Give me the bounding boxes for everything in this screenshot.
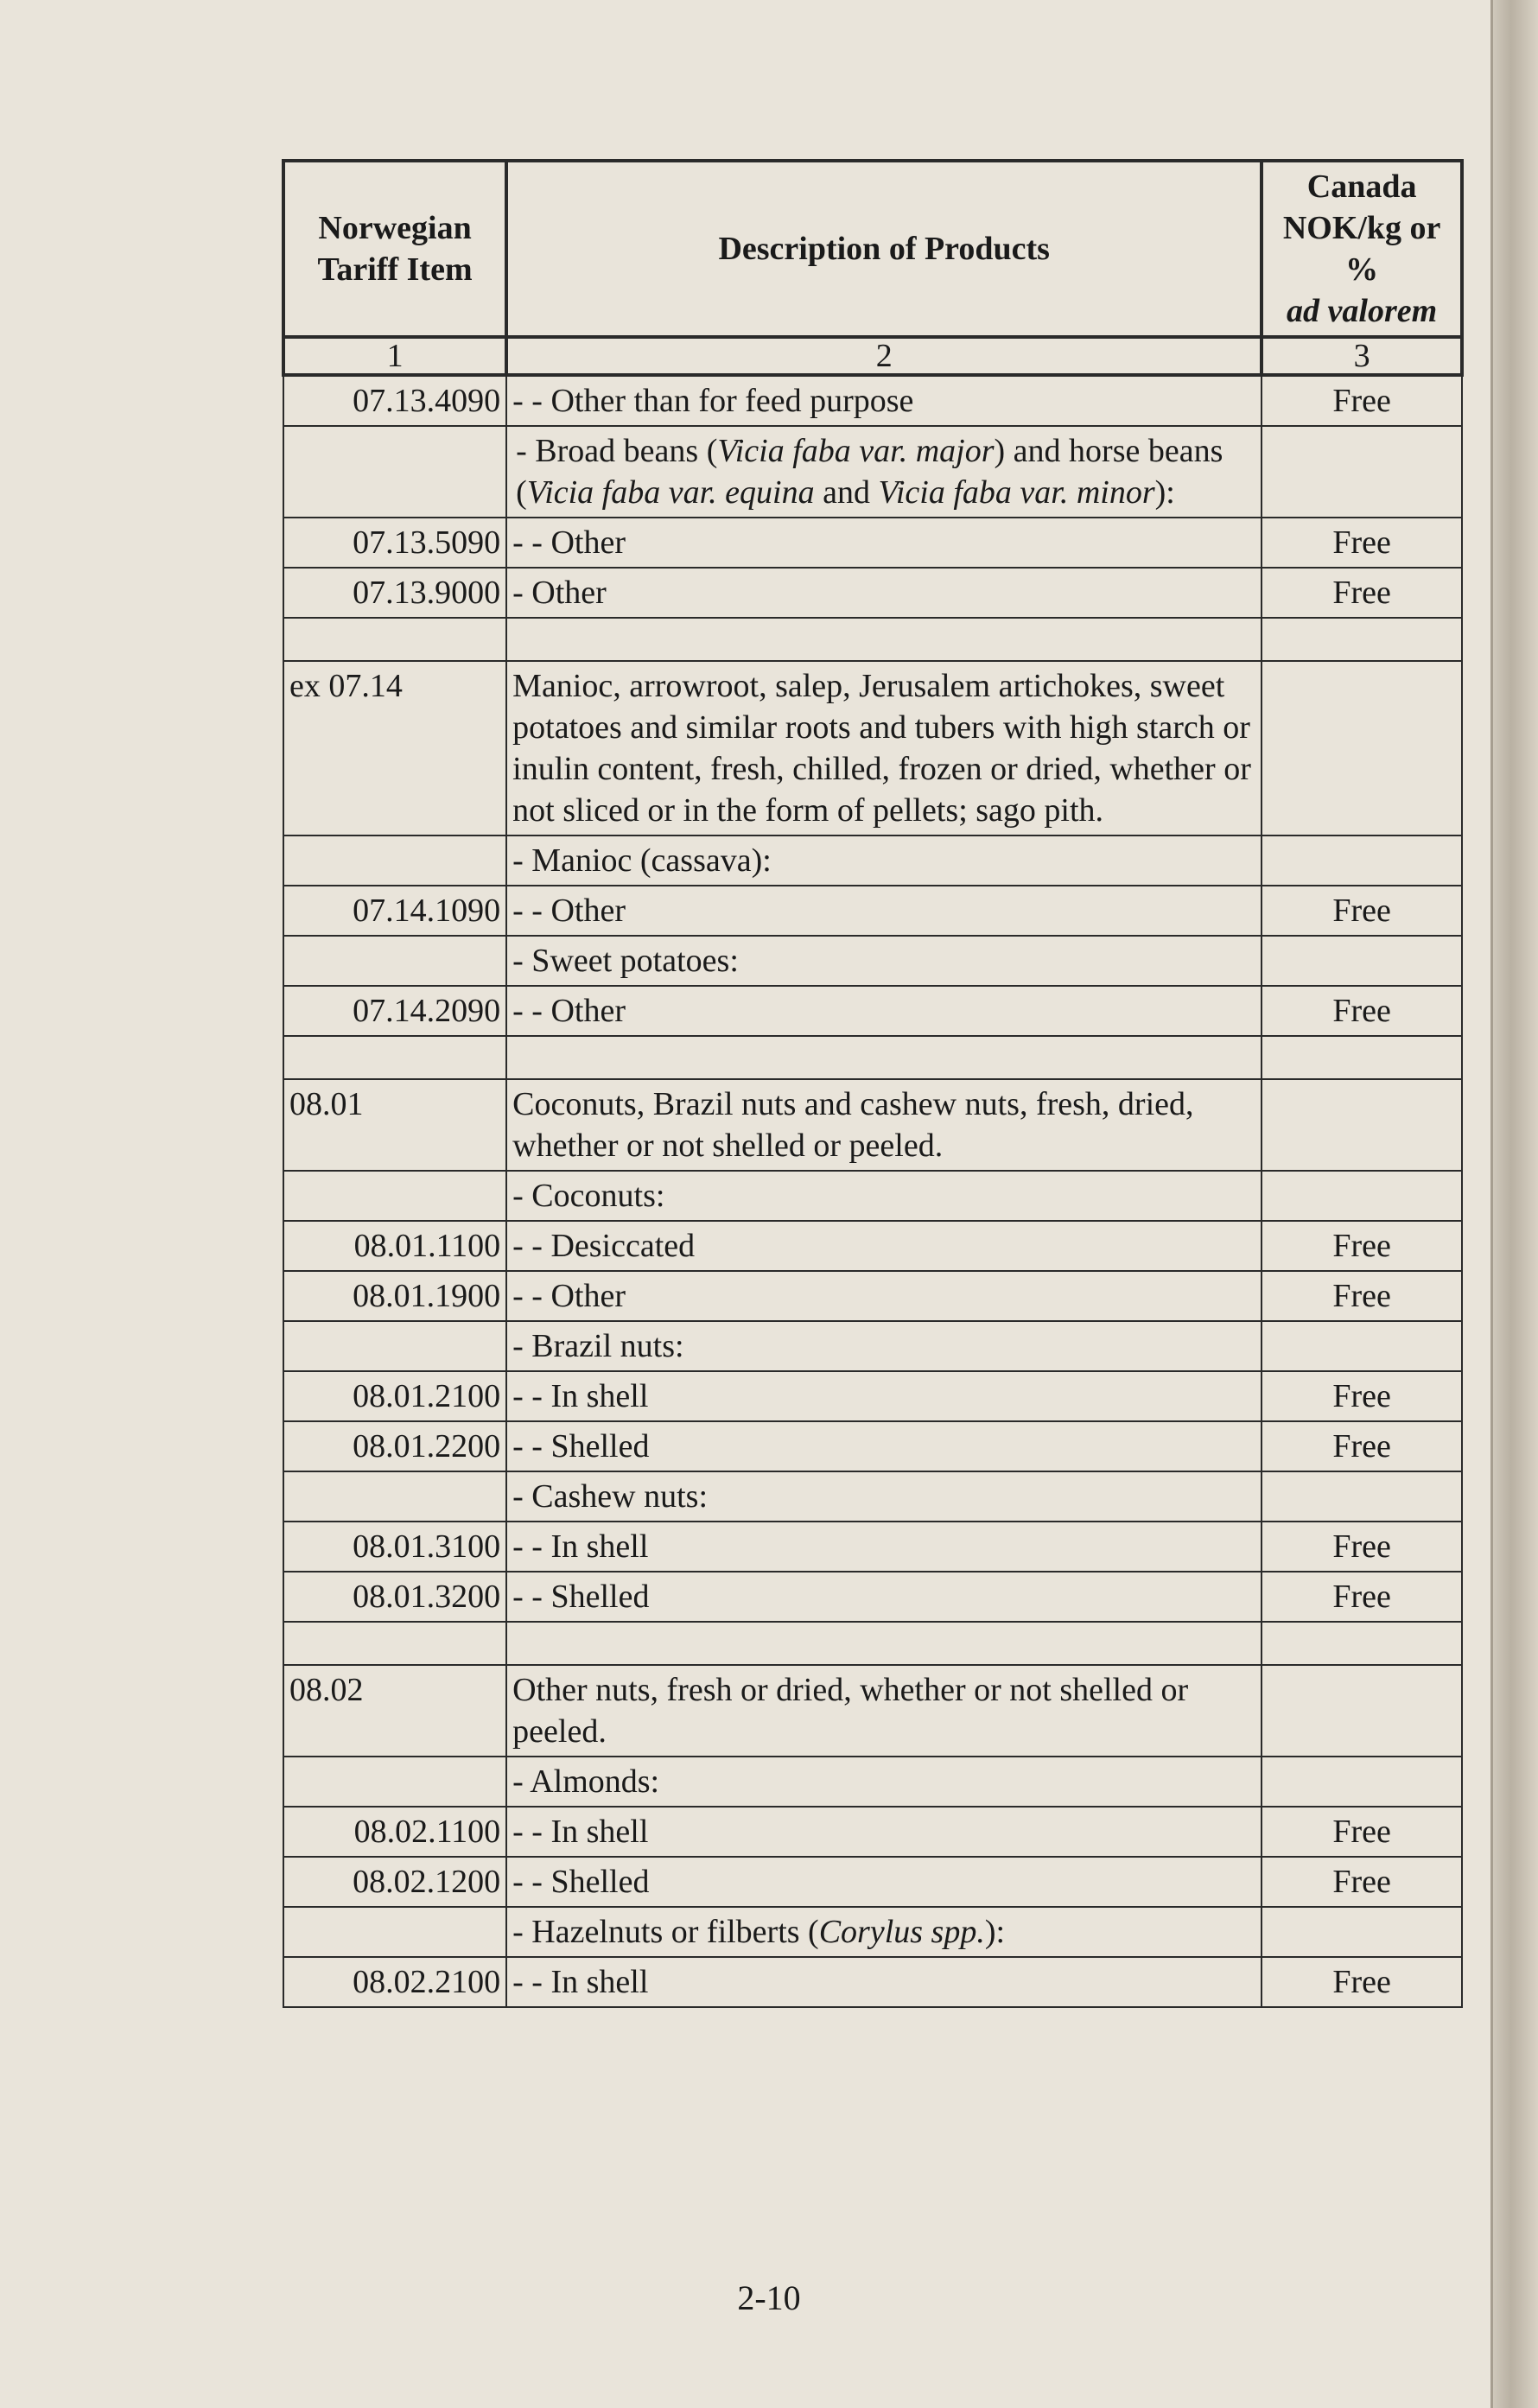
rate-cell: Free — [1262, 1371, 1462, 1421]
tariff-table — [282, 159, 1464, 2008]
description-cell: - Cashew nuts: — [506, 1471, 1262, 1522]
rate-cell: Free — [1262, 1522, 1462, 1572]
tariff-code-cell: 08.02.1100 — [283, 1807, 506, 1857]
tariff-code-cell — [283, 426, 506, 518]
table-row — [283, 518, 1462, 568]
column-number-1: 1 — [283, 337, 506, 375]
rate-cell — [1262, 1757, 1462, 1807]
rate-cell: Free — [1262, 1271, 1462, 1321]
header-canada-rate — [1262, 161, 1462, 337]
header-tariff-item: Norwegian Tariff Item — [283, 161, 506, 337]
description-part: Vicia faba var. minor — [878, 474, 1155, 511]
description-cell: - - Shelled — [506, 1572, 1262, 1622]
table-row — [283, 1171, 1462, 1221]
description-cell: - - In shell — [506, 1807, 1262, 1857]
column-number-3: 3 — [1262, 337, 1462, 375]
rate-cell: Free — [1262, 886, 1462, 936]
table-row — [283, 1079, 1462, 1171]
rate-cell: Free — [1262, 568, 1462, 618]
tariff-code-cell: 08.02.2100 — [283, 1957, 506, 2007]
description-cell: - Manioc (cassava): — [506, 835, 1262, 886]
table-row — [283, 426, 1462, 518]
tariff-code-cell — [283, 1036, 506, 1079]
tariff-code-cell: 08.01.3100 — [283, 1522, 506, 1572]
description-cell — [506, 1622, 1262, 1665]
header-canada-line2: NOK/kg or — [1282, 210, 1441, 246]
description-cell — [506, 1907, 1262, 1957]
tariff-code-cell — [283, 1471, 506, 1522]
tariff-code-cell: 08.01 — [283, 1079, 506, 1171]
tariff-code-cell: 08.01.1100 — [283, 1221, 506, 1271]
tariff-code-cell: 08.01.2200 — [283, 1421, 506, 1471]
tariff-table-body — [283, 375, 1462, 2007]
description-part: Corylus spp. — [818, 1914, 985, 1950]
rate-cell: Free — [1262, 518, 1462, 568]
description-cell: - Brazil nuts: — [506, 1321, 1262, 1371]
description-cell — [506, 426, 1262, 518]
description-part: - Broad beans ( — [516, 433, 718, 469]
description-cell: - - Other than for feed purpose — [506, 375, 1262, 426]
description-cell: - - Shelled — [506, 1857, 1262, 1907]
tariff-code-cell: 07.14.1090 — [283, 886, 506, 936]
rate-cell: Free — [1262, 1421, 1462, 1471]
table-row — [283, 375, 1462, 426]
table-row — [283, 886, 1462, 936]
table-row — [283, 835, 1462, 886]
table-row — [283, 1371, 1462, 1421]
rate-cell — [1262, 936, 1462, 986]
tariff-code-cell: 07.13.4090 — [283, 375, 506, 426]
tariff-code-cell: 08.01.1900 — [283, 1271, 506, 1321]
description-cell: - Almonds: — [506, 1757, 1262, 1807]
table-row — [283, 568, 1462, 618]
tariff-code-cell — [283, 936, 506, 986]
description-cell: Other nuts, fresh or dried, whether or not shelled or peeled. — [506, 1665, 1262, 1757]
tariff-code-cell — [283, 1321, 506, 1371]
description-cell: - - In shell — [506, 1957, 1262, 2007]
description-cell: - - In shell — [506, 1371, 1262, 1421]
page-number: 2-10 — [737, 2278, 801, 2317]
tariff-code-cell: ex 07.14 — [283, 661, 506, 835]
rate-cell — [1262, 835, 1462, 886]
rate-cell — [1262, 1471, 1462, 1522]
table-row — [283, 1471, 1462, 1522]
description-cell — [506, 1036, 1262, 1079]
tariff-code-cell: 08.01.3200 — [283, 1572, 506, 1622]
tariff-code-cell: 07.13.5090 — [283, 518, 506, 568]
header-description: Description of Products — [506, 161, 1262, 337]
tariff-code-cell — [283, 835, 506, 886]
header-canada-line1: Canada — [1306, 168, 1417, 205]
rate-cell — [1262, 661, 1462, 835]
rate-cell: Free — [1262, 1957, 1462, 2007]
header-canada-line4: ad valorem — [1287, 293, 1438, 329]
table-row — [283, 936, 1462, 986]
description-part: - Hazelnuts or filberts ( — [512, 1914, 819, 1950]
description-part: ) and horse beans ( — [516, 433, 1223, 511]
description-cell: - - Other — [506, 886, 1262, 936]
description-part: Vicia faba var. equina — [526, 474, 815, 511]
rate-cell: Free — [1262, 1572, 1462, 1622]
table-row — [283, 1572, 1462, 1622]
description-cell: Manioc, arrowroot, salep, Jerusalem artichokes, sweet potatoes and similar roots and tubers with high starch or inulin content, fresh, chilled, frozen or dried, whether or not sliced or in the form of pellets; sago pith. — [506, 661, 1262, 835]
table-row — [283, 1321, 1462, 1371]
description-cell: - - In shell — [506, 1522, 1262, 1572]
description-cell: - - Other — [506, 518, 1262, 568]
column-number-2: 2 — [506, 337, 1262, 375]
tariff-code-cell — [283, 618, 506, 661]
table-row — [283, 1036, 1462, 1079]
page-edge — [1493, 0, 1538, 2408]
rate-cell — [1262, 1907, 1462, 1957]
tariff-code-cell: 08.02 — [283, 1665, 506, 1757]
table-row — [283, 661, 1462, 835]
description-cell: - Other — [506, 568, 1262, 618]
table-row — [283, 1807, 1462, 1857]
table-row — [283, 1622, 1462, 1665]
rate-cell — [1262, 1036, 1462, 1079]
table-row — [283, 1421, 1462, 1471]
description-cell: Coconuts, Brazil nuts and cashew nuts, fresh, dried, whether or not shelled or peeled. — [506, 1079, 1262, 1171]
rate-cell — [1262, 1171, 1462, 1221]
table-row — [283, 986, 1462, 1036]
description-cell: - - Shelled — [506, 1421, 1262, 1471]
table-row — [283, 1907, 1462, 1957]
tariff-code-cell: 07.14.2090 — [283, 986, 506, 1036]
tariff-code-cell — [283, 1757, 506, 1807]
description-cell: - Sweet potatoes: — [506, 936, 1262, 986]
description-cell: - - Desiccated — [506, 1221, 1262, 1271]
rate-cell — [1262, 1321, 1462, 1371]
table-row — [283, 1665, 1462, 1757]
table-row — [283, 1857, 1462, 1907]
tariff-code-cell — [283, 1907, 506, 1957]
header-row — [283, 161, 1462, 337]
description-part: ): — [1154, 474, 1175, 511]
rate-cell: Free — [1262, 1807, 1462, 1857]
table-row — [283, 1757, 1462, 1807]
rate-cell: Free — [1262, 986, 1462, 1036]
description-cell: - Coconuts: — [506, 1171, 1262, 1221]
description-part: Vicia faba var. major — [717, 433, 995, 469]
table-row — [283, 1221, 1462, 1271]
tariff-code-cell — [283, 1171, 506, 1221]
description-cell: - - Other — [506, 1271, 1262, 1321]
table-row — [283, 1957, 1462, 2007]
tariff-code-cell — [283, 1622, 506, 1665]
description-part: ): — [984, 1914, 1006, 1950]
tariff-code-cell: 08.02.1200 — [283, 1857, 506, 1907]
rate-cell: Free — [1262, 1221, 1462, 1271]
rate-cell — [1262, 1665, 1462, 1757]
rate-cell — [1262, 618, 1462, 661]
rate-cell: Free — [1262, 375, 1462, 426]
rate-cell — [1262, 1622, 1462, 1665]
description-cell — [506, 618, 1262, 661]
table-row — [283, 1522, 1462, 1572]
description-cell: - - Other — [506, 986, 1262, 1036]
header-canada-line3: % — [1345, 251, 1379, 288]
table-row — [283, 618, 1462, 661]
rate-cell: Free — [1262, 1857, 1462, 1907]
rate-cell — [1262, 1079, 1462, 1171]
description-part: and — [814, 474, 879, 511]
column-number-row — [283, 337, 1462, 375]
table-row — [283, 1271, 1462, 1321]
tariff-code-cell: 08.01.2100 — [283, 1371, 506, 1421]
tariff-code-cell: 07.13.9000 — [283, 568, 506, 618]
rate-cell — [1262, 426, 1462, 518]
